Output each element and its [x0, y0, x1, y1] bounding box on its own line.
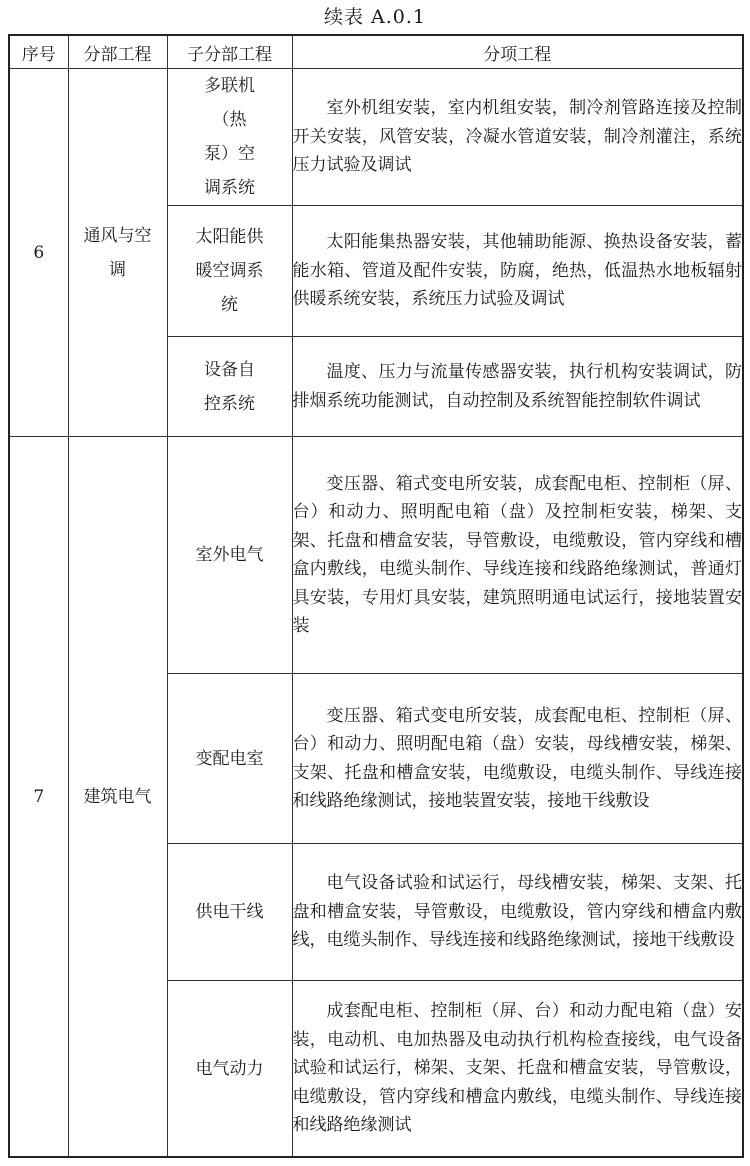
- header-row: [9, 35, 743, 69]
- items-cell: [292, 206, 743, 337]
- items-cell: [292, 69, 743, 206]
- subdivision-cell: [167, 69, 292, 206]
- header-division: 分部工程: [68, 35, 167, 69]
- subdivision-name: 供电干线: [195, 902, 264, 922]
- subdivision-cell: [167, 844, 292, 981]
- division-name: 通风与空调: [83, 225, 152, 280]
- subdivision-cell: [167, 206, 292, 337]
- items-cell: [292, 437, 743, 674]
- items-text: 电气设备试验和试运行，母线槽安装，梯架、支架、托盘和槽盒安装，导管敷设，电缆敷设，管内穿线和槽盒内敷线，电缆头制作、导线连接和线路绝缘测试，接地干线敷设: [292, 873, 742, 951]
- subdivision-name: 太阳能供暖空调系统: [195, 227, 264, 315]
- header-subdivision: 子分部工程: [167, 35, 292, 69]
- division-name: 建筑电气: [83, 786, 152, 807]
- subdivision-name: 电气动力: [195, 1058, 264, 1079]
- subdivision-name: 室外电气: [195, 545, 264, 565]
- subdivision-cell: [167, 981, 292, 1158]
- items-cell: [292, 337, 743, 437]
- subdivision-name: 变配电室: [195, 748, 264, 769]
- header-no: 序号: [9, 35, 68, 69]
- subdivision-name: 设备自控系统: [203, 359, 255, 414]
- items-text: 变压器、箱式变电所安装，成套配电柜、控制柜（屏、台）和动力、照明配电箱（盘）及控制柜安装，梯架、支架、托盘和槽盒安装，导管敷设，电缆敷设，管内穿线和槽盒内敷线，电缆头制作、导线连接和线路绝缘测试，普通灯具安装，专用灯具安装，建筑照明通电试运行，接地装置安装: [292, 473, 742, 636]
- division-cell: [68, 69, 167, 437]
- items-text: 成套配电柜、控制柜（屏、台）和动力配电箱（盘）安装，电动机、电加热器及电动执行机构检查接线，电气设备试验和试运行，梯架、支架、托盘和槽盒安装，导管敷设，电缆敷设，管内穿线和槽盒内敷线，电缆头制作、导线连接和线路绝缘测试: [292, 1001, 742, 1136]
- header-items: 分项工程: [292, 35, 743, 69]
- items-cell: [292, 981, 743, 1158]
- table-row: [9, 69, 743, 206]
- subdivision-cell: [167, 337, 292, 437]
- row-number: 7: [9, 437, 68, 1158]
- items-text: 变压器、箱式变电所安装，成套配电柜、控制柜（屏、台）和动力、照明配电箱（盘）安装，母线槽安装，梯架、支架、托盘和槽盒安装，电缆敷设，电缆头制作、导线连接和线路绝缘测试，接地装置安装，接地干线敷设: [292, 705, 742, 811]
- items-text: 室外机组安装，室内机组安装，制冷剂管路连接及控制开关安装，风管安装，冷凝水管道安装，制冷剂灌注，系统压力试验及调试: [292, 98, 742, 176]
- subdivision-cell: [167, 437, 292, 674]
- row-number: 6: [9, 69, 68, 437]
- items-text: 太阳能集热器安装，其他辅助能源、换热设备安装，蓄能水箱、管道及配件安装，防腐，绝热，低温热水地板辐射供暖系统安装，系统压力试验及调试: [292, 232, 742, 310]
- items-text: 温度、压力与流量传感器安装，执行机构安装调试，防排烟系统功能测试，自动控制及系统智能控制软件调试: [292, 362, 742, 411]
- subdivision-name: 多联机（热泵）空调系统: [203, 76, 255, 198]
- table-row: [9, 437, 743, 674]
- table-caption: 续表 A.0.1: [323, 6, 427, 28]
- construction-division-table: [8, 34, 744, 1158]
- division-cell: [68, 437, 167, 1158]
- subdivision-cell: [167, 674, 292, 844]
- items-cell: [292, 844, 743, 981]
- items-cell: [292, 674, 743, 844]
